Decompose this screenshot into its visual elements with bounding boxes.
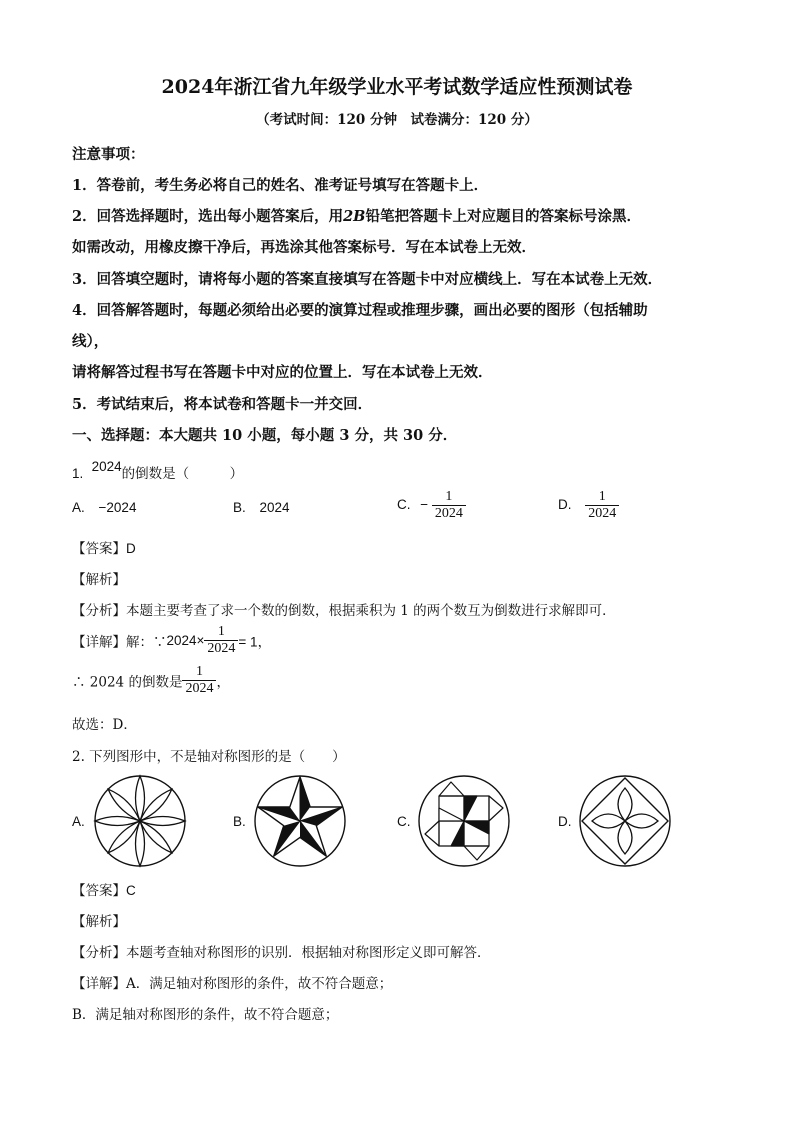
q1-detail-tag: 【详解】: [72, 634, 126, 651]
pinwheel-icon: [417, 774, 511, 868]
q1-detail-denominator: 2024: [204, 640, 238, 657]
four-petal-icon: [578, 774, 672, 868]
q1-option-d-numerator: 1: [598, 489, 606, 504]
q1-text: 的倒数是（ ）: [121, 466, 244, 482]
q1-answer-tag: 【答案】: [72, 541, 126, 557]
q1-option-d: [558, 489, 619, 522]
star-icon: [253, 774, 347, 868]
q1-value: 2024: [91, 459, 122, 474]
note-2-continued: 如需改动，用橡皮擦干净后，再选涂其他答案标号．写在本试卷上无效．: [72, 239, 536, 256]
note-2-part-a: 2．回答选择题时，选出每小题答案后，用: [72, 208, 344, 225]
q2-jiexi: 【解析】: [72, 914, 126, 930]
q2-analysis-text: 本题考查轴对称图形的识别．根据轴对称图形定义即可解答．: [126, 945, 491, 961]
q1-jiexi: 【解析】: [72, 572, 126, 588]
flower-icon: [93, 774, 187, 868]
q1-option-c: [397, 489, 466, 522]
q1-option-c-denominator: 2024: [432, 505, 466, 522]
q2-option-d-label: D.: [558, 814, 572, 829]
q1-detail-a: 解：∵: [126, 634, 167, 651]
q1-option-c-sign: −: [420, 497, 429, 513]
q1-answer-value: D: [126, 541, 136, 556]
q1-option-b-label: B.: [233, 500, 246, 515]
q1-detail-numerator: 1: [217, 624, 225, 639]
q1-answer: [72, 537, 136, 557]
q1-option-d-denominator: 2024: [585, 505, 619, 522]
note-2: [72, 205, 641, 226]
q1-conclusion-numerator: 1: [195, 664, 203, 679]
q1-detail-c: = 1，: [238, 634, 272, 650]
q2-answer: [72, 879, 136, 899]
q2-detail-b: B．满足轴对称图形的条件，故不符合题意；: [72, 1007, 339, 1023]
q2-analysis: [72, 941, 491, 961]
q1-option-d-fraction: [585, 489, 619, 522]
q2-option-a-label: A.: [72, 814, 85, 829]
q1-conclusion-a: ∴ 2024 的倒数是: [72, 674, 183, 691]
note-4-last: 请将解答过程书写在答题卡中对应的位置上．写在本试卷上无效．: [72, 364, 493, 381]
q2-stem: 2. 下列图形中，不是轴对称图形的是（ ）: [72, 749, 346, 765]
q1-conclusion-c: ，: [216, 674, 230, 691]
note-5: 5．考试结束后，将本试卷和答题卡一并交回．: [72, 396, 373, 413]
note-3: 3．回答填空题时，请将每小题的答案直接填写在答题卡中对应横线上．写在本试卷上无效．: [72, 271, 663, 288]
q1-option-a: [72, 500, 136, 515]
q1-analysis-tag: 【分析】: [72, 603, 126, 619]
q1-option-c-numerator: 1: [445, 489, 453, 504]
q2-option-c-label: C.: [397, 814, 411, 829]
q2-answer-tag: 【答案】: [72, 883, 126, 899]
q1-number: 1.: [72, 466, 84, 481]
q1-option-a-value: −2024: [98, 500, 137, 515]
q1-analysis-text: 本题主要考查了求一个数的倒数，根据乘积为 1 的两个数互为倒数进行求解即可．: [126, 603, 616, 619]
exam-subtitle: （考试时间：120 分钟 试卷满分：120 分）: [256, 112, 538, 128]
q1-choose: 故选：D．: [72, 717, 137, 733]
q2-option-b-label: B.: [233, 814, 246, 829]
note-1: 1．答卷前，考生务必将自己的姓名、准考证号填写在答题卡上．: [72, 177, 489, 194]
q2-analysis-tag: 【分析】: [72, 945, 126, 961]
q1-conclusion-fraction: [182, 664, 216, 697]
q2-detail-tag: 【详解】: [72, 976, 126, 992]
note-4-continued: 线），: [72, 333, 109, 350]
q1-option-d-label: D.: [558, 497, 572, 513]
q1-option-b: [233, 500, 290, 515]
q1-option-c-label: C.: [397, 497, 411, 513]
section-heading: 一、选择题：本大题共 10 小题，每小题 3 分，共 30 分．: [72, 427, 458, 444]
note-2-pencil: 2B: [343, 208, 366, 225]
q2-answer-value: C: [126, 883, 136, 898]
notes-heading: 注意事项：: [72, 146, 145, 163]
q1-option-b-value: 2024: [259, 500, 290, 515]
q1-conclusion-denominator: 2024: [182, 680, 216, 697]
note-2-part-c: 铅笔把答题卡上对应题目的答案标号涂黑．: [365, 208, 641, 225]
q1-conclusion: [72, 664, 230, 697]
q1-analysis: [72, 599, 616, 619]
q1-stem: [72, 459, 244, 482]
q1-detail-fraction: [204, 624, 238, 657]
q2-detail: [72, 972, 392, 992]
note-4: 4．回答解答题时，每题必须给出必要的演算过程或推理步骤，画出必要的图形（包括辅助: [72, 302, 648, 319]
q1-detail: [72, 624, 271, 657]
q1-option-a-label: A.: [72, 500, 85, 515]
q1-detail-b: 2024×: [166, 633, 205, 648]
q2-detail-text: A．满足轴对称图形的条件，故不符合题意；: [126, 976, 393, 992]
exam-title: 2024年浙江省九年级学业水平考试数学适应性预测试卷: [161, 76, 633, 98]
q1-option-c-fraction: [432, 489, 466, 522]
